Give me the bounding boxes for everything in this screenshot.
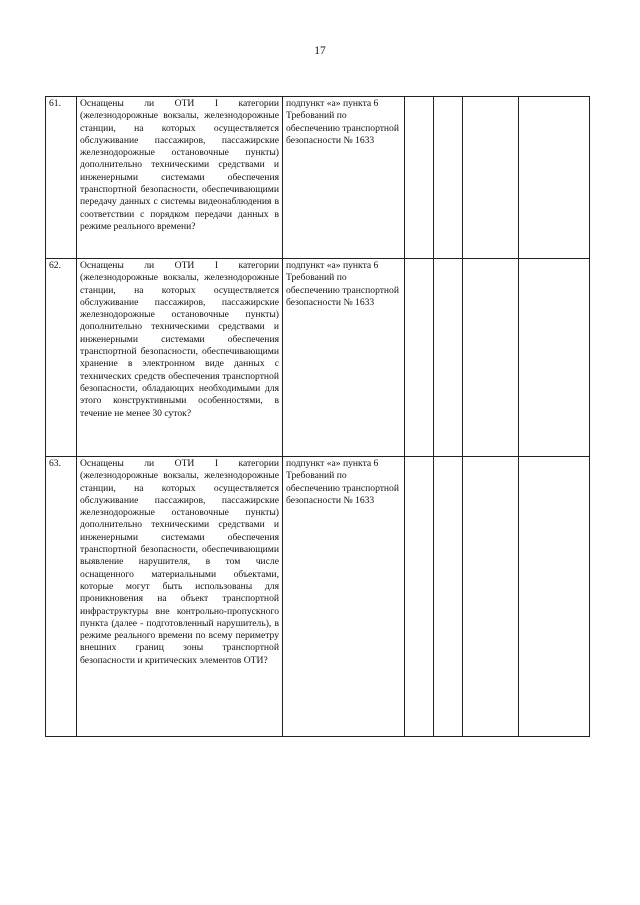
- reference-text: подпункт «а» пункта 6 Требований по обеспечению транспортной безопасности № 1633: [283, 259, 405, 457]
- reference-text: подпункт «а» пункта 6 Требований по обеспечению транспортной безопасности № 1633: [283, 457, 405, 737]
- note-cell: [519, 259, 590, 457]
- reference-text: подпункт «а» пункта 6 Требований по обеспечению транспортной безопасности № 1633: [283, 97, 405, 259]
- answer-yes-cell: [405, 457, 434, 737]
- answer-no-cell: [434, 457, 463, 737]
- not-applicable-cell: [463, 457, 519, 737]
- answer-no-cell: [434, 97, 463, 259]
- page-number: 17: [314, 45, 326, 57]
- table-row: [46, 259, 590, 457]
- question-text: Оснащены ли ОТИ I категории (железнодорожные вокзалы, железнодорожные станции, на которых осуществляется обслуживание пассажиров, пассажирские железнодорожные остановочные пункты) дополнительно техническими средствами и инженерными системами обеспечения транспортной безопасности, обеспечивающими передачу данных с системы видеонаблюдения в соответствии с порядком передачи данных в режиме реального времени?: [77, 97, 283, 259]
- row-number: 62.: [46, 259, 77, 457]
- question-text: Оснащены ли ОТИ I категории (железнодорожные вокзалы, железнодорожные станции, на которых осуществляется обслуживание пассажиров, пассажирские железнодорожные остановочные пункты) дополнительно техническими средствами и инженерными системами обеспечения транспортной безопасности, обеспечивающими выявление нарушителя, в том числе оснащенного материальными объектами, которые могут быть использованы для проникновения на объект транспортной инфраструктуры вне контрольно-пропускного пункта (далее - подготовленный нарушитель), в режиме реального времени по всему периметру внешних границ зоны транспортной безопасности и критических элементов ОТИ?: [77, 457, 283, 737]
- not-applicable-cell: [463, 97, 519, 259]
- not-applicable-cell: [463, 259, 519, 457]
- table-row: [46, 97, 590, 259]
- checklist-table: [45, 96, 590, 737]
- answer-yes-cell: [405, 259, 434, 457]
- answer-yes-cell: [405, 97, 434, 259]
- row-number: 61.: [46, 97, 77, 259]
- answer-no-cell: [434, 259, 463, 457]
- row-number: 63.: [46, 457, 77, 737]
- question-text: Оснащены ли ОТИ I категории (железнодорожные вокзалы, железнодорожные станции, на которых осуществляется обслуживание пассажиров, пассажирские железнодорожные остановочные пункты) дополнительно техническими средствами и инженерными системами обеспечения транспортной безопасности, обеспечивающими хранение в электронном виде данных с технических средств обеспечения транспортной безопасности, обладающих необходимыми для этого конструктивными особенностями, в течение не менее 30 суток?: [77, 259, 283, 457]
- table-row: [46, 457, 590, 737]
- note-cell: [519, 97, 590, 259]
- note-cell: [519, 457, 590, 737]
